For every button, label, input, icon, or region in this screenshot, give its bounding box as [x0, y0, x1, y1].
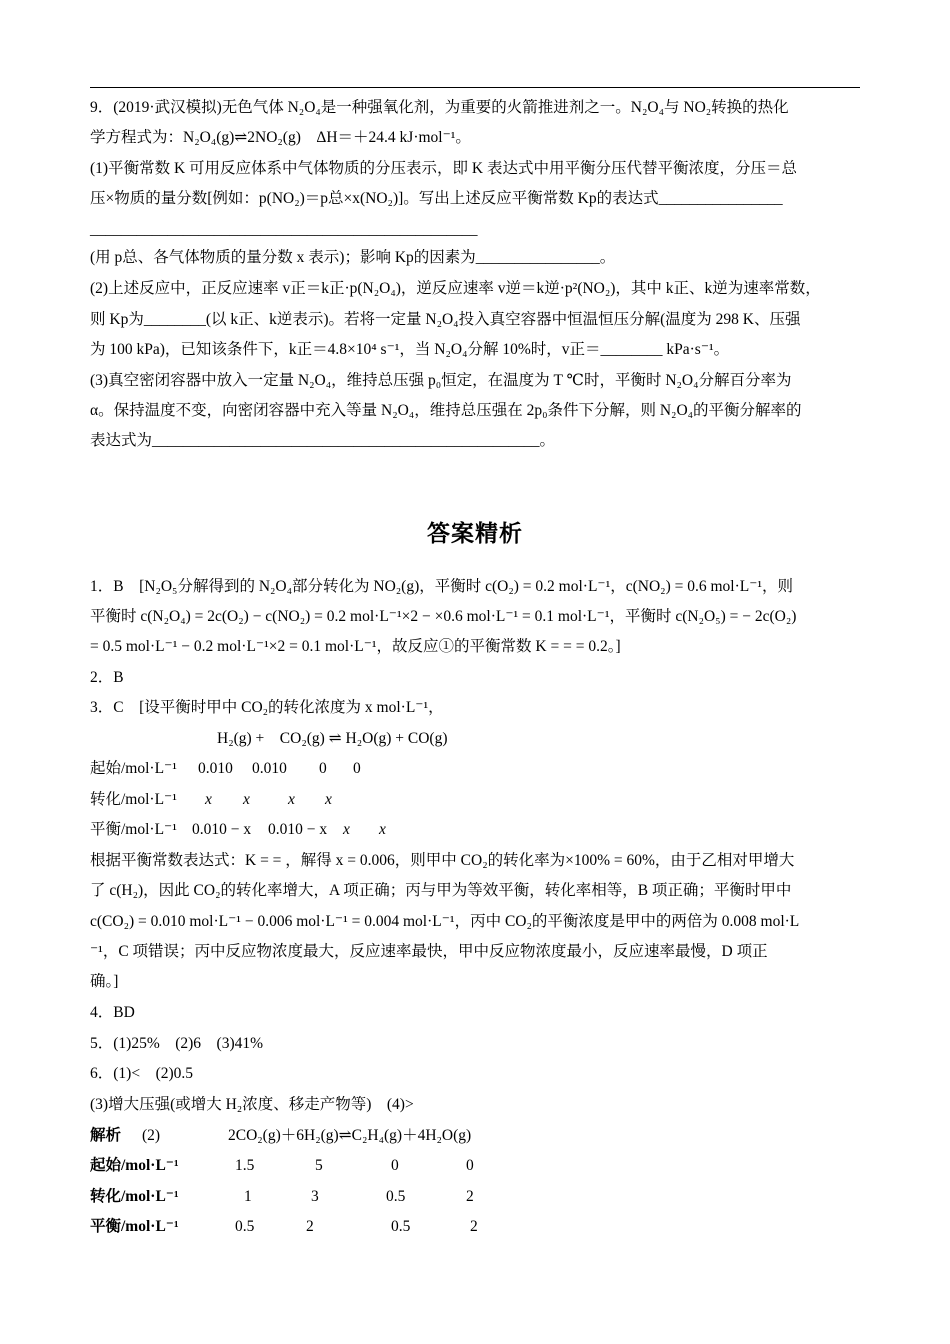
q9-line: 压×物质的量分数[例如：p(NO₂)＝p总×x(NO₂)]。写出上述反应平衡常数 Kp的表达式________________	[90, 190, 783, 207]
q9-line: 为 100 kPa)，已知该条件下，k正＝4.8×10⁴ s⁻¹，当 N₂O₄分解 10%时，v正＝________ kPa·s⁻¹。	[90, 341, 730, 358]
q9-line: 学方程式为：N₂O₄(g)⇌2NO₂(g) ΔH＝＋24.4 kJ·mol⁻¹。	[90, 129, 471, 146]
answer-line: 3．C [设平衡时甲中 CO₂的转化浓度为 x mol·L⁻¹，	[90, 699, 444, 716]
analysis-row-label: 平衡/mol·L⁻¹	[90, 1218, 179, 1235]
q3-cell: 0.010 − x	[268, 821, 328, 838]
q9-line: 9．(2019·武汉模拟)无色气体 N₂O₄是一种强氧化剂，为重要的火箭推进剂之一。N₂O₄与 NO₂转换的热化	[90, 99, 789, 116]
analysis-row-label: 转化/mol·L⁻¹	[90, 1188, 179, 1205]
q3-cell: x	[243, 791, 250, 808]
analysis-cell: 2	[470, 1218, 478, 1235]
analysis-cell: 0.5	[235, 1218, 255, 1235]
q3-text-line: 了 c(H₂)，因此 CO₂的转化率增大，A 项正确；丙与甲为等效平衡，转化率相等，B 项正确；平衡时甲中	[90, 882, 792, 899]
q9-line: (3)真空密闭容器中放入一定量 N₂O₄，维持总压强 p₀恒定，在温度为 T ℃时，平衡时 N₂O₄分解百分率为	[90, 372, 792, 389]
q3-text-line: c(CO₂) = 0.010 mol·L⁻¹ − 0.006 mol·L⁻¹ = 0.004 mol·L⁻¹，丙中 CO₂的平衡浓度是甲中的两倍为 0.008 mol·L	[90, 913, 800, 930]
q3-row-label: 起始/mol·L⁻¹	[90, 760, 177, 777]
q3-row-label: 转化/mol·L⁻¹	[90, 791, 177, 808]
answer-line: 1．B [N₂O₅分解得到的 N₂O₄部分转化为 NO₂(g)，平衡时 c(O₂) = 0.2 mol·L⁻¹，c(NO₂) = 0.6 mol·L⁻¹，则	[90, 578, 794, 595]
q3-cell: 0.010	[198, 760, 233, 777]
analysis-cell: 1.5	[235, 1157, 255, 1174]
short-answer: 5．(1)25% (2)6 (3)41%	[90, 1035, 264, 1052]
analysis-row-label: 起始/mol·L⁻¹	[90, 1157, 179, 1174]
q9-line: (1)平衡常数 K 可用反应体系中气体物质的分压表示，即 K 表达式中用平衡分压代替平衡浓度，分压＝总	[90, 160, 797, 177]
q3-cell: x	[343, 821, 350, 838]
q9-line: (用 p总、各气体物质的量分数 x 表示)；影响 Kp的因素为________________。	[90, 249, 616, 266]
analysis-cell: 0.5	[386, 1188, 406, 1205]
answers-heading: 答案精析	[427, 521, 523, 547]
analysis-cell: 5	[315, 1157, 323, 1174]
q3-text-line: ⁻¹，C 项错误；丙中反应物浓度最大，反应速率最快，甲中反应物浓度最小，反应速率最慢，D 项正	[90, 943, 768, 960]
q3-cell: x	[379, 821, 386, 838]
q9-line: __________________________________________________	[90, 221, 478, 238]
q3-cell: 0	[353, 760, 361, 777]
short-answer: 6．(1)< (2)0.5	[90, 1065, 194, 1082]
q9-line: 表达式为__________________________________________________。	[90, 432, 556, 449]
q3-text-line: 确。]	[90, 973, 119, 990]
analysis-label: 解析	[90, 1127, 122, 1144]
short-answer: 4．BD	[90, 1004, 135, 1021]
analysis-cell: 0	[391, 1157, 399, 1174]
short-answer: (3)增大压强(或增大 H₂浓度、移走产物等) (4)>	[90, 1096, 414, 1113]
analysis-cell: 3	[311, 1188, 319, 1205]
analysis-cell: 0.5	[391, 1218, 411, 1235]
q3-row-label: 平衡/mol·L⁻¹	[90, 821, 177, 838]
answer-line: = 0.5 mol·L⁻¹ − 0.2 mol·L⁻¹×2 = 0.1 mol·L⁻¹，故反应①的平衡常数 K = = = 0.2。]	[90, 638, 621, 655]
q3-cell: x	[325, 791, 332, 808]
q3-cell: x	[288, 791, 295, 808]
top-rule	[90, 87, 860, 88]
q9-line: 则 Kp为________(以 k正、k逆表示)。若将一定量 N₂O₄投入真空容器中恒温恒压分解(温度为 298 K、压强	[90, 311, 801, 328]
answer-line: 平衡时 c(N₂O₄) = 2c(O₂) − c(NO₂) = 0.2 mol·L⁻¹×2 − ×0.6 mol·L⁻¹ = 0.1 mol·L⁻¹，平衡时 c(N₂O₅) = − 2c(O₂)	[90, 608, 797, 625]
q3-cell: 0	[319, 760, 327, 777]
analysis-cell: 1	[244, 1188, 252, 1205]
q3-cell: x	[205, 791, 212, 808]
q3-text-line: 根据平衡常数表达式：K = = ，解得 x = 0.006，则甲中 CO₂的转化率为×100% = 60%，由于乙相对甲增大	[90, 852, 795, 869]
analysis-part: (2)	[142, 1127, 161, 1144]
answer-line: 2．B	[90, 669, 124, 686]
q3-cell: 0.010 − x	[192, 821, 252, 838]
q3-equation: H₂(g) + CO₂(g) ⇌ H₂O(g) + CO(g)	[217, 730, 448, 747]
q9-line: (2)上述反应中，正反应速率 v正＝k正·p(N₂O₄)，逆反应速率 v逆＝k逆·p²(NO₂)，其中 k正、k逆为速率常数，	[90, 280, 821, 297]
analysis-cell: 2	[466, 1188, 474, 1205]
analysis-equation: 2CO₂(g)＋6H₂(g)⇌C₂H₄(g)＋4H₂O(g)	[228, 1127, 472, 1144]
analysis-cell: 0	[466, 1157, 474, 1174]
analysis-cell: 2	[306, 1218, 314, 1235]
q9-line: α。保持温度不变，向密闭容器中充入等量 N₂O₄，维持总压强在 2p₀条件下分解，则 N₂O₄的平衡分解率的	[90, 402, 802, 419]
q3-cell: 0.010	[252, 760, 287, 777]
